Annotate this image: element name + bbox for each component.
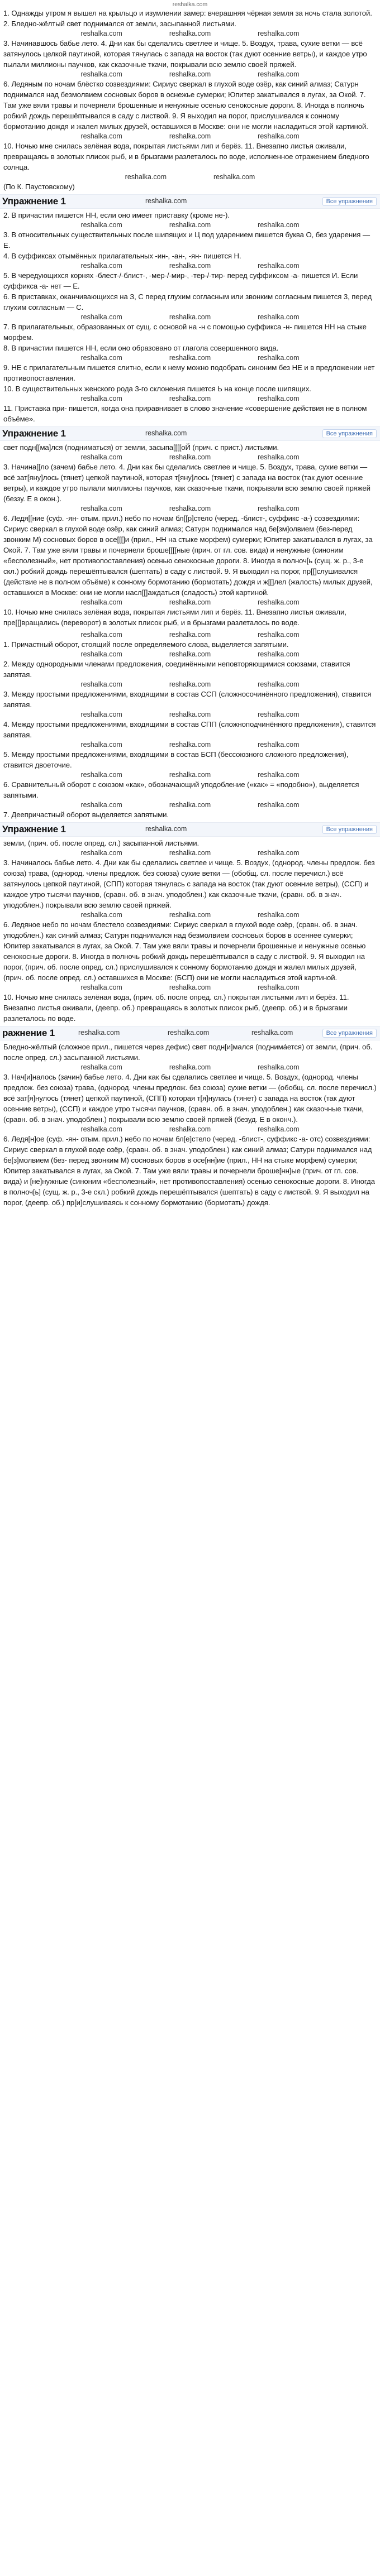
- all-exercises-link[interactable]: Все упражнения: [322, 1029, 377, 1038]
- watermark-row: reshalka.com reshalka.com reshalka.com: [80, 598, 300, 606]
- answer-paragraph: 6. Ледя[н]ое (суф. -ян- отым. прил.) небо по ночам бл[е]стело (черед. -блист-, суффикс -а- отс) созвездиями: Сириус сверкал в глухой воде озёр, (сравн. об. в знач. уподоблен.) как синий алмаз; Сатурн поднимался над бе[з]молвием (без- перед звонким М) сосновых боров в осе[нн]ие (прил., НН на стыке морфем) сумерки; Юпитер закатывался в лугах, за Окой. 7. Там уже вяли травы и почернели броше[нн]ые (прич. от гл. сов. вида) и [не]нужные (синоним «бесполезный», нет противопоставления) осенью сенокосные дороги. 8. Иногда в полноч[ь] (сущ. ж. р., 3-е скл.) робкий дождь перешёптывался (шептать) в саду с листвой. 9. Я выходил на порог, (деепр. об.) пр[и]слушиваясь к сонному бормотанию (бормотать) дождя.: [3, 1135, 375, 1207]
- answer-paragraph: 3. Начина[[ло (зачем) бабье лето. 4. Дни как бы сделались светлее и чище. 5. Воздух, трава, сухие ветки — всё зат[яну]лось (тянет) цепкой паутиной, которая т[яну]лось (тянет) с запада на восток (так дуют осенние ветры), и каждое утро пылали миллионы паучков, как сказочные ткачи, покрывали всю землю своей пряжей (беззу. Е в окон.).: [3, 463, 370, 503]
- rule-item: 6. Сравнительный оборот с союзом «как», обозначающий уподобление («как» = «подобно»), выделяется запятыми.: [3, 780, 359, 799]
- watermark-row: reshalka.com reshalka.com reshalka.com: [80, 505, 300, 512]
- rule-item: 10. В существительных женского рода 3-го склонения пишется Ь на конце после шипящих.: [3, 385, 311, 393]
- watermark-row: reshalka.com reshalka.com reshalka.com: [80, 801, 300, 809]
- watermark-row: reshalka.com reshalka.com reshalka.com: [80, 849, 300, 857]
- rule-item: 3. В относительных существительных после шипящих и Ц под ударением пишется буква О, без ударения — Е.: [3, 231, 370, 250]
- watermark-row: reshalka.com reshalka.com reshalka.com: [80, 1063, 300, 1071]
- answer-paragraph: свет подн[[ма]лся (подниматься) от земли, засыпа[[[[оЙ (прич. с прист.) листьями.: [3, 443, 279, 452]
- section-text-original: [0, 8, 380, 192]
- watermark-row: reshalka.com reshalka.com reshalka.com: [80, 741, 300, 749]
- rule-item: 5. В чередующихся корнях -блест-/-блист-, -мер-/-мир-, -тер-/-тир- перед суффиксом -а- пишется И. Если суффикса -а- нет — Е.: [3, 271, 358, 290]
- watermark-row: reshalka.com reshalka.com reshalka.com: [80, 680, 300, 688]
- watermark-row: reshalka.com reshalka.com reshalka.com: [80, 453, 300, 461]
- watermark: reshalka.com: [145, 429, 187, 437]
- watermark-row: reshalka.com reshalka.com: [125, 173, 255, 181]
- rule-item: 4. В суффиксах отымённых прилагательных -ин-, -ан-, -ян- пишется Н.: [3, 252, 241, 260]
- section-title: Упражнение 1: [2, 824, 66, 834]
- watermark-row: reshalka.com reshalka.com reshalka.com: [80, 911, 300, 919]
- site-name: reshalka.com: [172, 1, 208, 8]
- rule-item: 1. Причастный оборот, стоящий после определяемого слова, выделяется запятыми.: [3, 640, 289, 649]
- text-paragraph: 6. Ледяным по ночам блёстко созвездиями: Сириус сверкал в глухой воде озёр, как синий алмаз; Сатурн поднимался над безмолвием сосновых боров в оснежье сумерки; Юпитер закатывался в лугах, за Окой. 7. Там уже вяли травы и почернели брошенные и ненужные осенью сенокосные дороги. 8. Иногда в полночь робкий дождь перешёптывался в саду с листвой. 9. Я выходил на порог, прислушивался к сонному бормотанию дождя и жалел милых друзей, оставшихся в Москве: они не могли насладиться этой картиной.: [3, 80, 368, 131]
- section-header: [0, 426, 380, 441]
- answer-paragraph: Бледно-жёлтый (сложное прил., пишется через дефис) свет подн[и]мался (поднима́ется) от земли, (прич. об. после опред. сл.) засыпанной листьями.: [3, 1043, 373, 1062]
- watermark-row: reshalka.com reshalka.com reshalka.com: [80, 650, 300, 658]
- watermark-row: reshalka.com reshalka.com reshalka.com: [80, 30, 300, 37]
- section-spelling-answer: [0, 442, 380, 628]
- answer-paragraph: 10. Ночью мне снилась зелёная вода, покрытая листьями лип и берёз. 11. Внезапно листья оживали, пре[[]вращались (переворот) в золотых плисок рыб, и в брызгами разлеталось по воде.: [3, 608, 346, 627]
- rule-item: 7. В прилагательных, образованных от сущ. с основой на -н с помощью суффикса -н- пишется НН на стыке морфем.: [3, 323, 367, 342]
- rule-item: 2. В причастии пишется НН, если оно имеет приставку (кроме не-).: [3, 211, 230, 219]
- text-paragraph: 1. Однажды утром я вышел на крыльцо и изумлении замер: вчерашняя чёрная земля за ночь стала золотой. 2. Бледно-жёлтый свет поднимался от земли, засыпанной листьями.: [3, 9, 372, 28]
- section-header: [0, 822, 380, 837]
- section-rules-punctuation: [0, 630, 380, 820]
- watermark-row: reshalka.com reshalka.com reshalka.com: [80, 262, 300, 270]
- rule-item: 8. В причастии пишется НН, если оно образовано от глагола совершенного вида.: [3, 344, 279, 352]
- rule-item: 3. Между простыми предложениями, входящими в состав ССП (сложносочинённого предложения), ставится запятая.: [3, 690, 372, 709]
- rule-item: 11. Приставка при- пишется, когда она приравнивает в слово значение «совершение действия не в полном объёме».: [3, 404, 367, 423]
- section-rules-spelling: [0, 210, 380, 424]
- text-source: (По К. Паустовскому): [3, 183, 75, 191]
- watermark: reshalka.com: [251, 1029, 293, 1037]
- watermark-row: reshalka.com reshalka.com reshalka.com: [80, 354, 300, 362]
- section-punctuation-answer: [0, 838, 380, 1024]
- watermark-row: reshalka.com reshalka.com reshalka.com: [80, 221, 300, 229]
- watermark: reshalka.com: [145, 197, 187, 205]
- watermark-row: reshalka.com reshalka.com reshalka.com: [80, 313, 300, 321]
- watermark: reshalka.com: [145, 825, 187, 833]
- watermark-row: reshalka.com reshalka.com reshalka.com: [80, 70, 300, 78]
- watermark-row: reshalka.com reshalka.com reshalka.com: [80, 631, 300, 639]
- section-title: Упражнение 1: [2, 196, 66, 207]
- watermark: reshalka.com: [78, 1029, 120, 1037]
- all-exercises-link[interactable]: Все упражнения: [322, 429, 377, 438]
- all-exercises-link[interactable]: Все упражнения: [322, 197, 377, 206]
- watermark-row: reshalka.com reshalka.com reshalka.com: [80, 132, 300, 140]
- watermark-row: reshalka.com reshalka.com reshalka.com: [80, 1125, 300, 1133]
- answer-paragraph: 3. Нач[и]налось (зачин) бабье лето. 4. Дни как бы сделались светлее и чище. 5. Воздух, (однород. члены предлож. без союза) трава, (однород. члены предлож. без союза) сухие ветки — (обобщ. сл. после перечисл.) всё зат[я]нулось (тянет) цепкой паутиной, (СПП) которая т[я]нулась (тянет) с запада на восток (так дуют осенние ветры), (ССП) и каждое утро тысячи паучков, (сравн. об. в знач. уподоблен.) как сказочные ткачи, (сравн. об. в знач. уподоблен.) покрывали всю землю своей пряжей (безуд. Е в оконч.).: [3, 1073, 377, 1124]
- answer-paragraph: 6. Ледяное небо по ночам блестело созвездиями: Сириус сверкал в глухой воде озёр, (сравн. об. в знач. уподоблен.) как синий алмаз; Сатурн поднимался над безмолвием сосновых боров в осеннее сумерки; Юпитер закатывался в лугах, за Окой. 7. Там уже вяли травы и почернели брошенные и ненужные осенью сенокосные дороги. 8. Иногда в полночь робкий дождь перешёптывался в саду с листвой. 9. Я выходил на порог, (прич. об. после опред. сл.) прислушивался к сонному бормотанию дождя и жалел милых друзей, (прич. об. после опред. сл.) оставшихся в Москве: (БСП) они не могли насладиться этой картиной.: [3, 920, 366, 982]
- text-paragraph: 10. Ночью мне снилась зелёная вода, покрытая листьями лип и берёз. 11. Внезапно листья оживали, превращаясь в золотых плисок рыб, и в брызгами разлеталось по воде, исполненное отражением бледного солнца.: [3, 142, 369, 171]
- rule-item: 7. Деепричастный оборот выделяется запятыми.: [3, 810, 169, 819]
- rule-item: 9. НЕ с прилагательным пишется слитно, если к нему можно подобрать синоним без НЕ и в предложении нет противопоставления.: [3, 363, 375, 382]
- answer-paragraph: 10. Ночью мне снилась зелёная вода, (прич. об. после опред. сл.) покрытая листьями лип и берёз. 11. Внезапно листья оживали, (деепр. об.) превращаясь в золотых плисок рыб, (деепр. об.) и в брызгами разлеталось по воде.: [3, 993, 349, 1023]
- section-header: [0, 194, 380, 209]
- rule-item: 5. Между простыми предложениями, входящими в состав БСП (бессоюзного сложного предложения), ставится двоеточие.: [3, 750, 349, 769]
- all-exercises-link[interactable]: Все упражнения: [322, 825, 377, 834]
- section-title: Упражнение 1: [2, 428, 66, 439]
- rule-item: 4. Между простыми предложениями, входящими в состав СПП (сложноподчинённого предложения), ставится запятая.: [3, 720, 376, 739]
- watermark-row: reshalka.com reshalka.com reshalka.com: [80, 984, 300, 991]
- rule-item: 2. Между однородными членами предложения, соединёнными неповторяющимися союзами, ставится запятая.: [3, 660, 350, 679]
- section-header: [0, 1026, 380, 1040]
- section-title: ражнение 1: [2, 1028, 55, 1038]
- watermark-row: reshalka.com reshalka.com reshalka.com: [80, 771, 300, 779]
- watermark-row: reshalka.com reshalka.com reshalka.com: [80, 395, 300, 402]
- answer-paragraph: земли, (прич. об. после опред. сл.) засыпанной листьями.: [3, 839, 200, 847]
- watermark-row: reshalka.com reshalka.com reshalka.com: [80, 711, 300, 718]
- text-paragraph: 3. Начинавшось бабье лето. 4. Дни как бы сделались светлее и чище. 5. Воздух, трава, сухие ветки — всё затянулось целкой паутиной, которая тянулась с запада на восток (так дуют осенние ветры), и каждое утро пылали миллионы паучков, как сказочные ткачи, покрывали всю землю своей пряжей.: [3, 39, 367, 69]
- answer-paragraph: 3. Начиналось бабье лето. 4. Дни как бы сделались светлее и чище. 5. Воздух, (однород. члены предлож. без союза) трава, (однород. члены предлож. без союза) сухие ветки — (обобщ. сл. после перечисл.) всё затянулось цепкой паутиной, (СПП) которая тянулась с запада на восток (так дуют осенние ветры), (ССП) и каждое утро тысячи паучков, (сравн. об. в знач. уподоблен.) как сказочные ткачи, (сравн. об. в знач. уподоблен.) покрывали всю землю своей пряжей.: [3, 858, 375, 909]
- watermark: reshalka.com: [168, 1029, 210, 1037]
- section-full-answer: [0, 1042, 380, 1208]
- answer-paragraph: 6. Ледя[[ние (суф. -ян- отым. прил.) небо по ночам бл[[р]стело (черед. -блист-, суффикс -а-) созвездиями: Сириус сверкал в глухой воде озёр, как синий алмаз; Сатурн поднимался над бе[зм]олвием (без-перед звонким М) сосновых боров в осе[[[]и (прил., НН на стыке морфем) сумерки; Юпитер закатывался в лугах, за Окой. 7. Там уже вяли травы и почернели броше[[[[ные (прич. от гл. сов. вида) и ненужные (синоним «бесполезный», нет противопоставления) осенью сенокосные дороги. 8. Иногда в полноч[ь (сущ. ж. р., 3-е скл.) робкий дождь перешёптывался (шептать) в саду с листвой. 9. Я выходил на порог, пр[[]слушивался (действие не в полном объёме) к сонному бормотанию (бормотать) дождя и ж[[]лел (жалость) милых друзей, оставшихся в Москве: они не могли насл[[]аждаться (сладость) этой картиной.: [3, 514, 373, 597]
- rule-item: 6. В приставках, оканчивающихся на З, С перед глухим согласным или звонким согласным пишется 3, перед глухим согласным — С.: [3, 292, 372, 311]
